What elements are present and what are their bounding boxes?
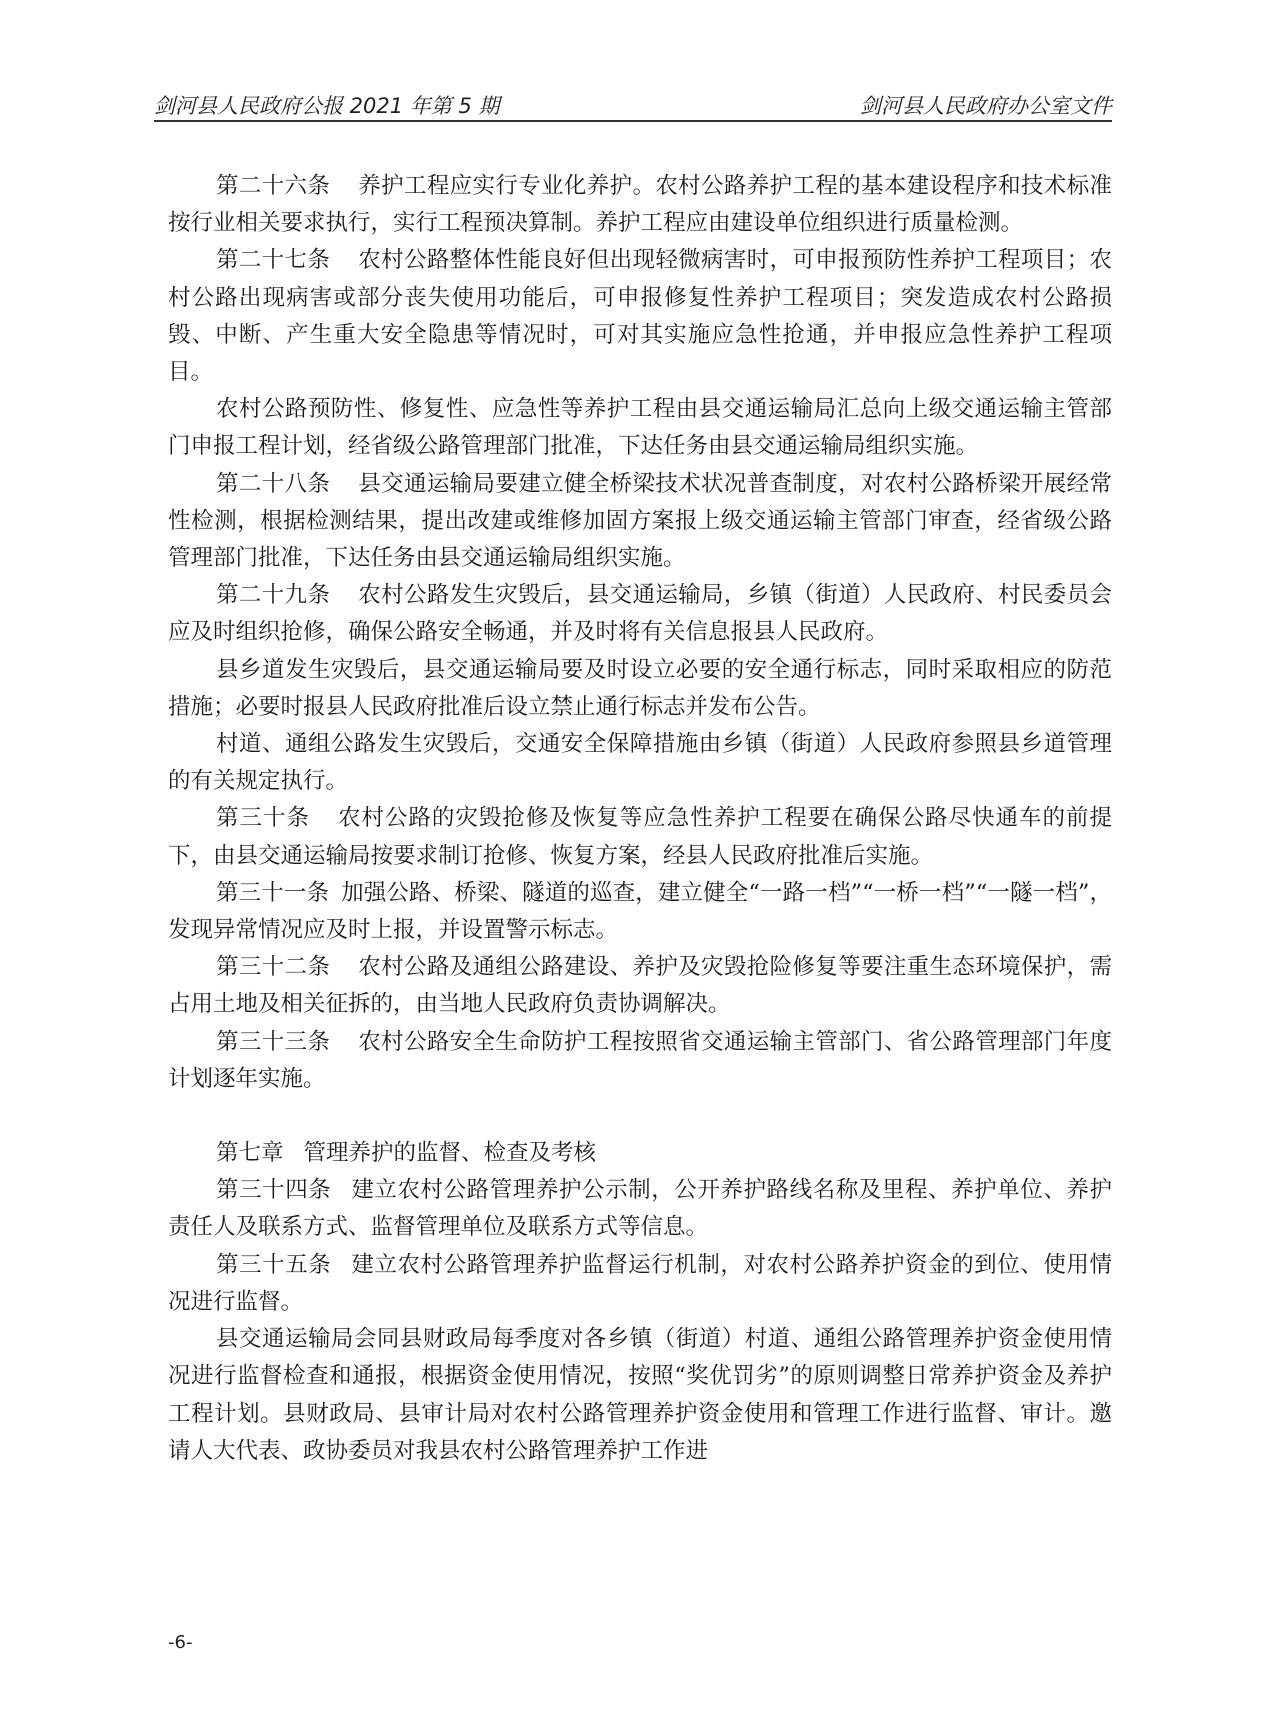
paragraph <box>168 1321 1112 1470</box>
paragraph-article-33 <box>168 1024 1112 1098</box>
article-number: 第二十九条 <box>216 582 331 609</box>
paragraph-text: 村道、通组公路发生灾毁后，交通安全保障措施由乡镇（街道）人民政府参照县乡道管理的有关规定执行。 <box>168 731 1112 795</box>
paragraph-article-35 <box>168 1247 1112 1321</box>
paragraph-article-31 <box>168 875 1112 949</box>
article-number: 第三十三条 <box>216 1028 331 1055</box>
paragraph-article-26 <box>168 168 1112 242</box>
page-number: -6- <box>168 1632 193 1653</box>
paragraph-text: 农村公路及通组公路建设、养护及灾毁抢险修复等要注重生态环境保护，需占用土地及相关征拆的，由当地人民政府负责协调解决。 <box>168 954 1112 1018</box>
article-number: 第三十条 <box>216 805 310 832</box>
paragraph <box>168 391 1112 465</box>
paragraph-article-34 <box>168 1172 1112 1246</box>
paragraph-text: 加强公路、桥梁、隧道的巡查，建立健全“一路一档”“一桥一档”“一隧一档”，发现异常情况应及时上报，并设置警示标志。 <box>168 879 1112 944</box>
chapter-number: 第七章 <box>216 1140 284 1167</box>
article-number: 第二十八条 <box>216 470 331 497</box>
paragraph-text: 县乡道发生灾毁后，县交通运输局要及时设立必要的安全通行标志，同时采取相应的防范措施；必要时报县人民政府批准后设立禁止通行标志并发布公告。 <box>168 656 1112 720</box>
chapter-title: 管理养护的监督、检查及考核 <box>303 1140 597 1167</box>
header-publication: 剑河县人民政府公报 2021 年第 5 期 <box>154 94 500 118</box>
paragraph-text: 养护工程应实行专业化养护。农村公路养护工程的基本建设程序和技术标准按行业相关要求执行，实行工程预决算制。养护工程应由建设单位组织进行质量检测。 <box>168 173 1112 237</box>
article-number: 第三十二条 <box>216 954 331 981</box>
paragraph-text: 农村公路发生灾毁后，县交通运输局，乡镇（街道）人民政府、村民委员会应及时组织抢修，确保公路安全畅通，并及时将有关信息报县人民政府。 <box>168 582 1112 646</box>
paragraph-text: 建立农村公路管理养护监督运行机制，对农村公路养护资金的到位、使用情况进行监督。 <box>168 1251 1112 1315</box>
paragraph-article-29 <box>168 577 1112 651</box>
paragraph-text: 农村公路的灾毁抢修及恢复等应急性养护工程要在确保公路尽快通车的前提下，由县交通运输局按要求制订抢修、恢复方案，经县人民政府批准后实施。 <box>168 805 1112 869</box>
article-number: 第三十一条 <box>216 879 330 906</box>
paragraph-text: 县交通运输局会同县财政局每季度对各乡镇（街道）村道、通组公路管理养护资金使用情况进行监督检查和通报，根据资金使用情况，按照“奖优罚劣”的原则调整日常养护资金及养护工程计划。县财政局、县审计局对农村公路管理养护资金使用和管理工作进行监督、审计。邀请人大代表、政协委员对我县农村公路管理养护工作进 <box>168 1326 1112 1464</box>
paragraph-article-27 <box>168 242 1112 391</box>
paragraph-article-32 <box>168 949 1112 1023</box>
document-body <box>168 168 1112 1470</box>
paragraph-text: 农村公路预防性、修复性、应急性等养护工程由县交通运输局汇总向上级交通运输主管部门申报工程计划，经省级公路管理部门批准，下达任务由县交通运输局组织实施。 <box>168 396 1112 460</box>
chapter-heading <box>168 1135 1112 1172</box>
paragraph-text: 建立农村公路管理养护公示制，公开养护路线名称及里程、养护单位、养护责任人及联系方式、监督管理单位及联系方式等信息。 <box>168 1177 1112 1241</box>
paragraph <box>168 726 1112 800</box>
paragraph-text: 农村公路安全生命防护工程按照省交通运输主管部门、省公路管理部门年度计划逐年实施。 <box>168 1028 1112 1092</box>
article-number: 第三十四条 <box>216 1177 332 1204</box>
paragraph-article-28 <box>168 466 1112 578</box>
paragraph-article-30 <box>168 800 1112 874</box>
paragraph-text: 县交通运输局要建立健全桥梁技术状况普查制度，对农村公路桥梁开展经常性检测，根据检测结果，提出改建或维修加固方案报上级交通运输主管部门审查，经省级公路管理部门批准，下达任务由县交通运输局组织实施。 <box>168 470 1112 572</box>
article-number: 第二十六条 <box>216 173 331 199</box>
paragraph <box>168 652 1112 726</box>
article-number: 第三十五条 <box>216 1251 332 1278</box>
header-issuer: 剑河县人民政府办公室文件 <box>860 94 1112 118</box>
header-divider <box>154 120 1112 122</box>
article-number: 第二十七条 <box>216 247 331 274</box>
paragraph-text: 农村公路整体性能良好但出现轻微病害时，可申报预防性养护工程项目；农村公路出现病害或部分丧失使用功能后，可申报修复性养护工程项目；突发造成农村公路损毁、中断、产生重大安全隐患等情况时，可对其实施应急性抢通，并申报应急性养护工程项目。 <box>168 247 1112 386</box>
